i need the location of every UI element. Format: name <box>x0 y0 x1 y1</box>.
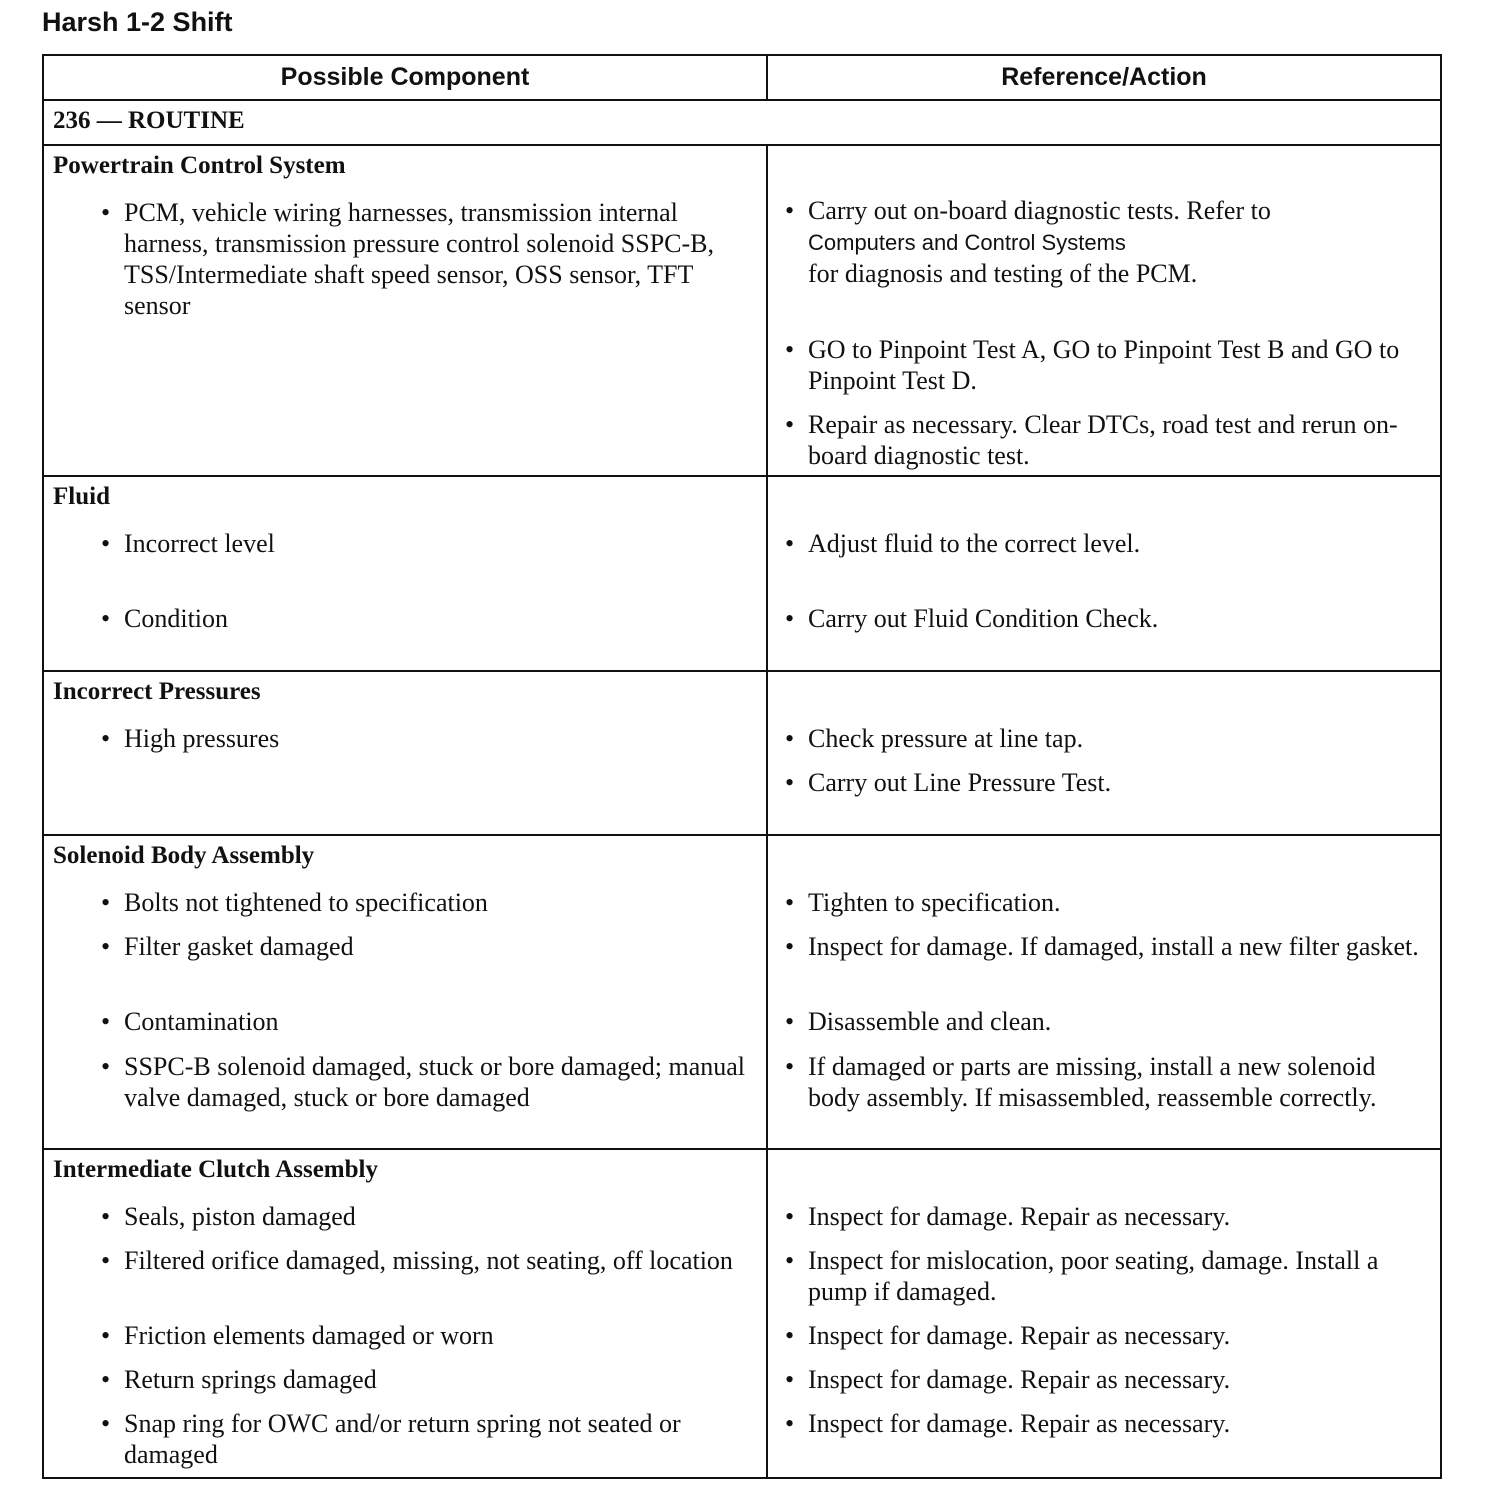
section-heading: Incorrect Pressures <box>53 678 261 705</box>
action-item: • Inspect for damage. If damaged, install a new filter gasket. <box>785 932 1419 961</box>
action-item: • Adjust fluid to the correct level. <box>785 529 1141 558</box>
section-heading: Fluid <box>53 483 110 510</box>
action-item: • Carry out on-board diagnostic tests. Refer to Computers and Control Systems for diagnosis and testing of the PCM. <box>785 196 1271 288</box>
section-intermediate-clutch-assembly <box>44 1150 1440 1477</box>
section-heading: Solenoid Body Assembly <box>53 842 315 869</box>
component-item: • PCM, vehicle wiring harnesses, transmission internal harness, transmission pressure control solenoid SSPC-B, TSS/Intermediate shaft speed sensor, OSS sensor, TFT sensor <box>101 198 715 320</box>
component-item: • Incorrect level <box>101 529 275 558</box>
routine-label: 236 — ROUTINE <box>53 107 245 134</box>
component-item: • Filtered orifice damaged, missing, not seating, off location <box>101 1246 733 1275</box>
reference-link: Computers and Control Systems <box>808 230 1126 255</box>
action-item: • If damaged or parts are missing, install a new solenoid body assembly. If misassembled, reassemble correctly. <box>785 1052 1377 1112</box>
component-item: • Contamination <box>101 1007 279 1036</box>
component-item: • SSPC-B solenoid damaged, stuck or bore damaged; manual valve damaged, stuck or bore damaged <box>101 1052 746 1112</box>
action-item: • Tighten to specification. <box>785 888 1061 917</box>
routine-row <box>44 101 1440 146</box>
section-solenoid-body-assembly <box>44 836 1440 1150</box>
action-item: • Inspect for damage. Repair as necessary. <box>785 1321 1231 1350</box>
section-heading: Powertrain Control System <box>53 152 346 179</box>
table-header-row <box>44 56 1440 101</box>
action-item: • Inspect for damage. Repair as necessary. <box>785 1409 1231 1438</box>
section-heading: Intermediate Clutch Assembly <box>53 1156 378 1183</box>
component-item: • Condition <box>101 604 229 633</box>
section-incorrect-pressures <box>44 672 1440 836</box>
action-item: • Carry out Fluid Condition Check. <box>785 604 1159 633</box>
section-powertrain-control-system <box>44 146 1440 477</box>
action-item: • GO to Pinpoint Test A, GO to Pinpoint Test B and GO to Pinpoint Test D. <box>785 335 1400 395</box>
component-item: • Bolts not tightened to specification <box>101 888 488 917</box>
action-item: • Inspect for damage. Repair as necessary. <box>785 1365 1231 1394</box>
component-item: • High pressures <box>101 724 280 753</box>
action-item: • Repair as necessary. Clear DTCs, road test and rerun on-board diagnostic test. <box>785 410 1398 470</box>
component-item: • Seals, piston damaged <box>101 1202 356 1231</box>
page-title: Harsh 1-2 Shift <box>42 7 233 37</box>
action-item: • Inspect for mislocation, poor seating, damage. Install a pump if damaged. <box>785 1246 1379 1306</box>
component-item: • Friction elements damaged or worn <box>101 1321 494 1350</box>
component-item: • Snap ring for OWC and/or return spring not seated or damaged <box>101 1409 681 1469</box>
component-item: • Return springs damaged <box>101 1365 377 1394</box>
action-item: • Disassemble and clean. <box>785 1007 1052 1036</box>
component-item: • Filter gasket damaged <box>101 932 354 961</box>
header-possible-component: Possible Component <box>280 63 530 91</box>
action-item: • Inspect for damage. Repair as necessary. <box>785 1202 1231 1231</box>
action-item: • Check pressure at line tap. <box>785 724 1084 753</box>
section-fluid <box>44 477 1440 672</box>
diagnostic-table <box>42 54 1442 1479</box>
header-reference-action: Reference/Action <box>1001 63 1207 91</box>
action-item: • Carry out Line Pressure Test. <box>785 768 1112 797</box>
